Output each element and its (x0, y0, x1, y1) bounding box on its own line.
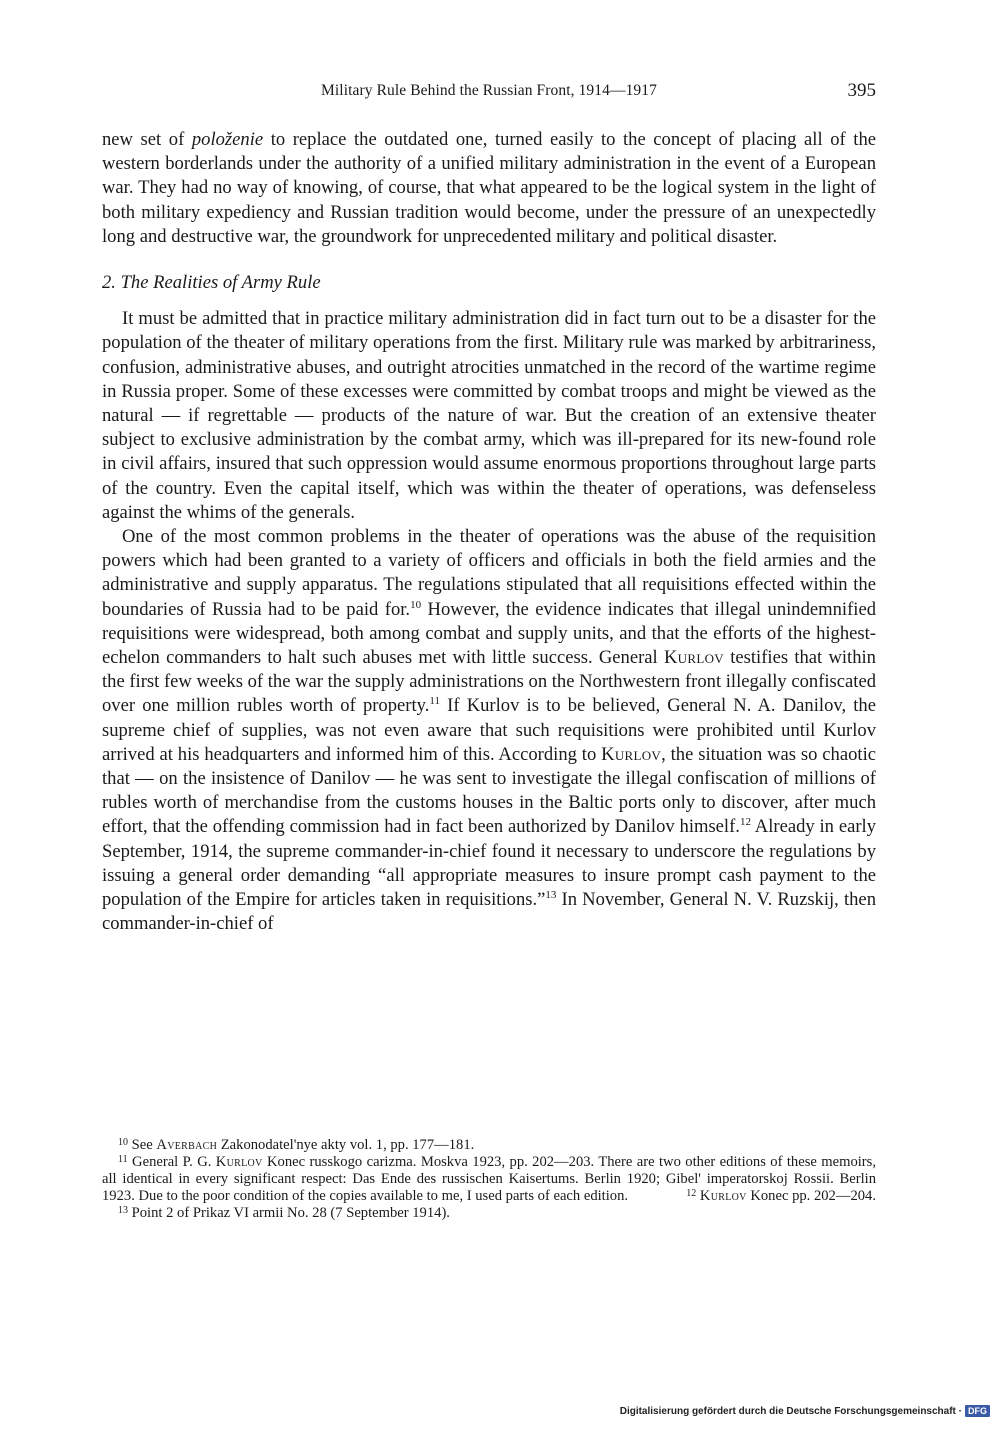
paragraph-3-text-g: In November, General N. V. Ruzskij, then commander-in-chief of (102, 889, 876, 935)
footnote-ref-13[interactable]: 13 (545, 889, 557, 902)
footnote-13 (102, 1205, 876, 1222)
footnote-text: Konec pp. 202—204. (746, 1188, 876, 1204)
credit-text: Digitalisierung gefördert durch die Deutsche Forschungsgemeinschaft · (619, 1405, 962, 1417)
footnote-ref-10[interactable]: 10 (410, 598, 422, 611)
footnote-number: 10 (118, 1137, 128, 1148)
footnote-ref-11[interactable]: 11 (429, 695, 440, 708)
footnote-text: See (128, 1137, 157, 1153)
author-name: Kurlov (601, 743, 662, 765)
page-header (102, 80, 876, 104)
paragraph-1 (102, 128, 876, 249)
author-name: Kurlov (699, 1188, 747, 1204)
footnote-11 (102, 1154, 876, 1205)
paragraph-1-text-b: to replace the outdated one, turned easily to the concept of placing all of the western borderlands under the authority of a unified military administration in the event of a European war. They had no way of knowing, of course, that what appeared to be the logical system in the light of both military expediency and Russian tradition would become, under the pressure of an unexpectedly long and destructive war, the groundwork for unprecedented military and political disaster. (102, 129, 876, 247)
section-heading: 2. The Realities of Army Rule (102, 272, 321, 294)
body-text (102, 128, 876, 937)
paragraph-3-text-a: One of the most common problems in the theater of operations was the abuse of the requisition powers which had been granted to a variety of officers and officials in both the field armies and the administrative and supply apparatus. The regulations stipulated that all requisitions effected within the boundaries of Russia had to be paid for. (102, 526, 876, 620)
author-name: Kurlov (663, 647, 724, 669)
footnote-text: Point 2 of Prikaz VI armii No. 28 (7 September 1914). (128, 1205, 450, 1221)
footnote-number: 11 (118, 1154, 128, 1165)
author-name: Kurlov (215, 1154, 263, 1170)
running-title: Military Rule Behind the Russian Front, 1914—1917 (321, 82, 657, 99)
footnotes (102, 1137, 876, 1222)
author-name: Averbach (156, 1137, 218, 1153)
dfg-logo: DFG (965, 1405, 990, 1417)
paragraph-3-text-f: Already in early September, 1914, the supreme commander-in-chief found it necessary to underscore the regulations by issuing a general order demanding “all appropriate measures to insure prompt cash payment to the population of the Empire for articles taken in requisitions.” (102, 816, 876, 911)
footnote-text: General P. G. (127, 1154, 216, 1170)
italic-term: položenie (191, 129, 264, 150)
paragraph-3-text-b: However, the evidence indicates that illegal unindemnified requisitions were widespread, both among combat and supply units, and that the efforts of the highest-echelon commanders to halt such abuses met with little success. General (102, 598, 876, 669)
paragraph-3-text-e: , the situation was so chaotic that — on the insistence of Danilov — he was sent to investigate the illegal confiscation of millions of rubles worth of merchandise from the customs houses in the Baltic ports only to discover, after much effort, that the offending commission had in fact been authorized by Danilov himself. (102, 743, 876, 838)
paragraph-1-text-a: new set of (102, 129, 192, 150)
paragraph-3 (102, 525, 876, 936)
paragraph-2: It must be admitted that in practice military administration did in fact turn out to be a disaster for the population of the theater of military operations from the first. Military rule was marked by arbitrariness, confusion, administrative abuses, and outright atrocities unmatched in the record of the wartime regime in Russia proper. Some of these excesses were committed by combat troops and might be viewed as the natural — if regrettable — products of the nature of war. But the creation of an extensive theater subject to exclusive administration by the combat army, which was ill-prepared for its new-found role in civil affairs, insured that such oppression would assume enormous proportions throughout large parts of the country. Even the capital itself, which was within the theater of operations, was defenseless against the whims of the generals. (102, 308, 876, 523)
paragraph-3-text-c: testifies that within the first few weeks of the war the supply administrations on the Northwestern front illegally confiscated over one million rubles worth of property. (102, 647, 877, 717)
footnote-10 (102, 1137, 876, 1154)
footnote-number: 13 (118, 1205, 128, 1216)
page-number: 395 (847, 80, 876, 101)
footnote-ref-12[interactable]: 12 (739, 816, 751, 829)
footnote-text: Konec russkogo carizma. Moskva 1923, pp. 202—203. There are two other editions of these memoirs, all identical in every significant respect: Das Ende des russischen Kaisertums. Berlin 1920; Gibel' imperatorskoj Rossii. Berlin 1923. Due to the poor condition of the copies available to me, I used parts of each edition. (102, 1154, 876, 1204)
digitization-credit (620, 1405, 990, 1417)
footnote-12 (670, 1188, 876, 1205)
footnote-number: 12 (686, 1188, 697, 1199)
footnote-text: Zakonodatel'nye akty vol. 1, pp. 177—181. (217, 1137, 475, 1153)
paragraph-3-text-d: If Kurlov is to be believed, General N. A. Danilov, the supreme chief of supplies, was not even aware that such requisitions were prohibited until Kurlov arrived at his headquarters and informed him of this. According to (102, 695, 876, 765)
